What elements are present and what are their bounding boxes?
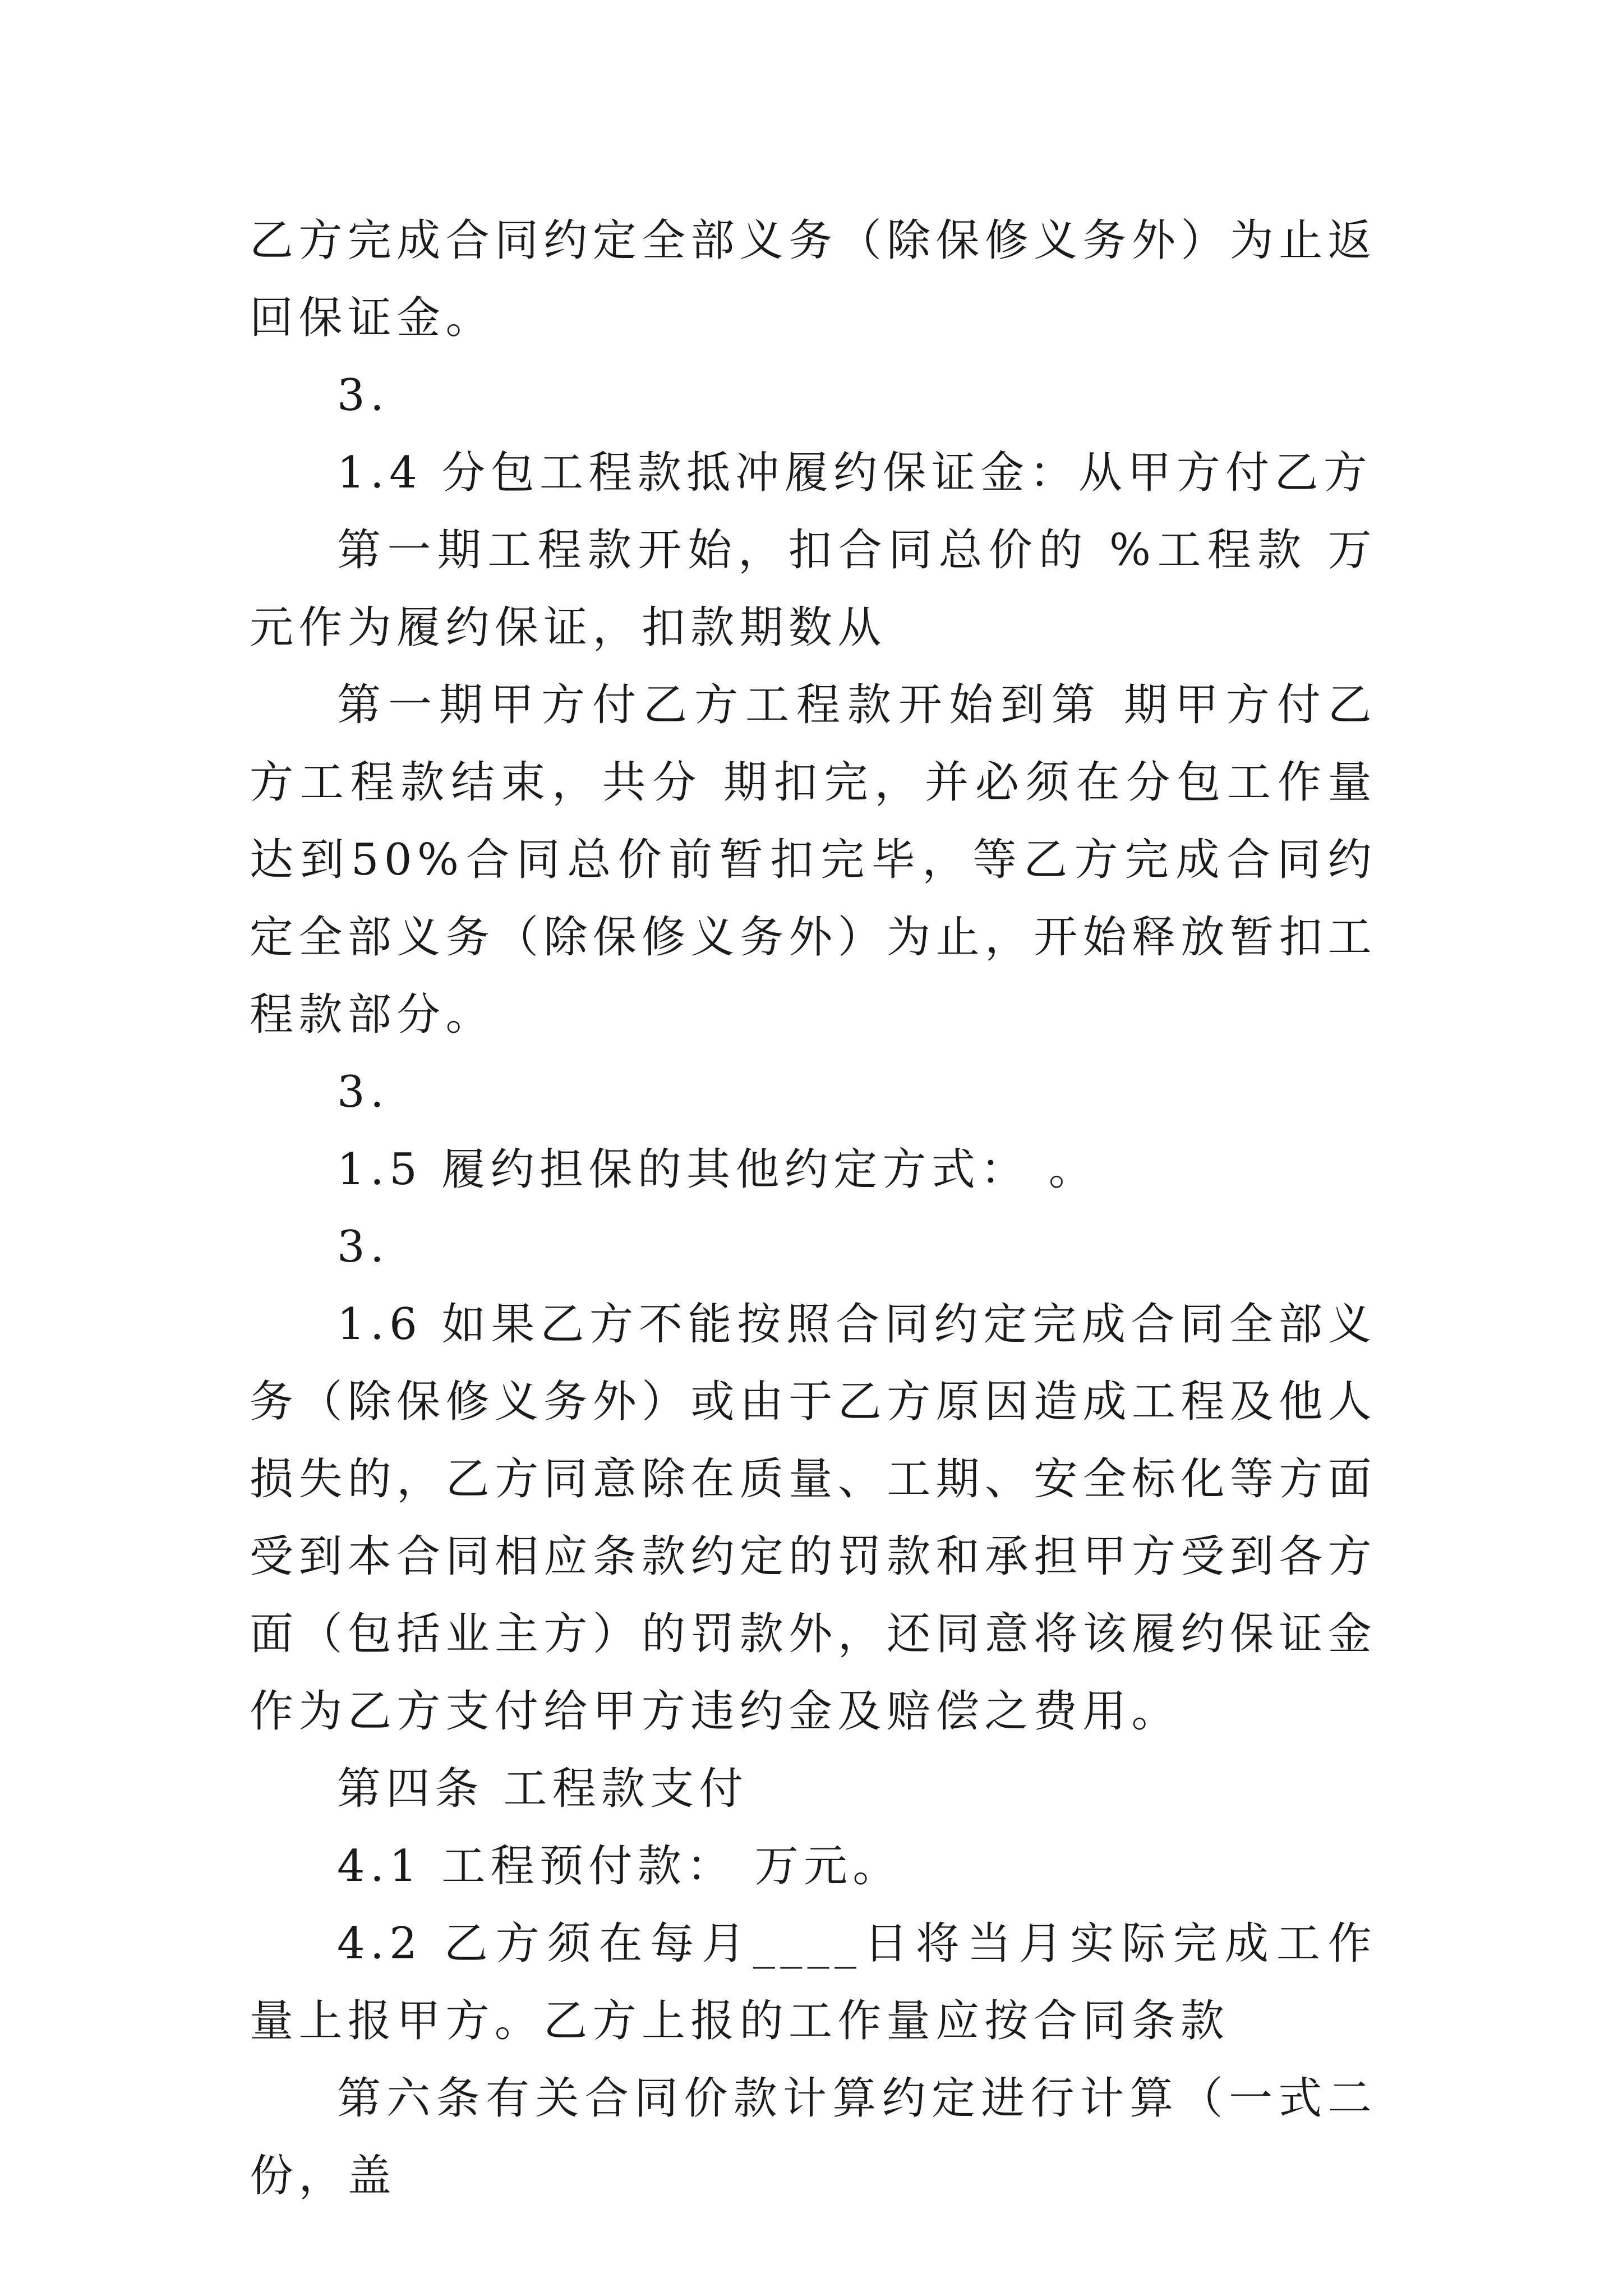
paragraph-7: 1.5 履约担保的其他约定方式： 。 — [337, 1144, 1098, 1195]
paragraph-13: 第六条有关合同价款计算约定进行计算（一式二份，盖 — [250, 2073, 1377, 2201]
paragraph-9: 1.6 如果乙方不能按照合同约定完成合同全部义务（除保修义务外）或由于乙方原因造成工程及他人损失的，乙方同意除在质量、工期、安全标化等方面受到本合同相应条款约定的罚款和承担甲方受到各方面（包括业主方）的罚款外，还同意将该履约保证金作为乙方支付给甲方违约金及赔偿之费用。 — [250, 1299, 1377, 1737]
paragraph-12: 4.2 乙方须在每月____日将当月实际完成工作量上报甲方。乙方上报的工作量应按合同条款 — [250, 1918, 1377, 2046]
paragraph-3: 1.4 分包工程款抵冲履约保证金：从甲方付乙方 — [337, 448, 1373, 498]
paragraph-2: 3. — [337, 370, 390, 421]
document-body — [250, 202, 1377, 2215]
paragraph-5: 第一期甲方付乙方工程款开始到第 期甲方付乙方工程款结束，共分 期扣完，并必须在分包工作量达到50%合同总价前暂扣完毕，等乙方完成合同约定全部义务（除保修义务外）为止，开始释放暂扣工程款部分。 — [250, 680, 1377, 1040]
paragraph-1: 乙方完成合同约定全部义务（除保修义务外）为止返回保证金。 — [250, 215, 1377, 343]
paragraph-6: 3. — [337, 1067, 390, 1117]
paragraph-8: 3. — [337, 1222, 390, 1272]
paragraph-4: 第一期工程款开始，扣合同总价的 %工程款 万元作为履约保证，扣款期数从 — [250, 525, 1377, 653]
paragraph-10: 第四条 工程款支付 — [337, 1764, 749, 1814]
paragraph-11: 4.1 工程预付款： 万元。 — [337, 1841, 902, 1892]
